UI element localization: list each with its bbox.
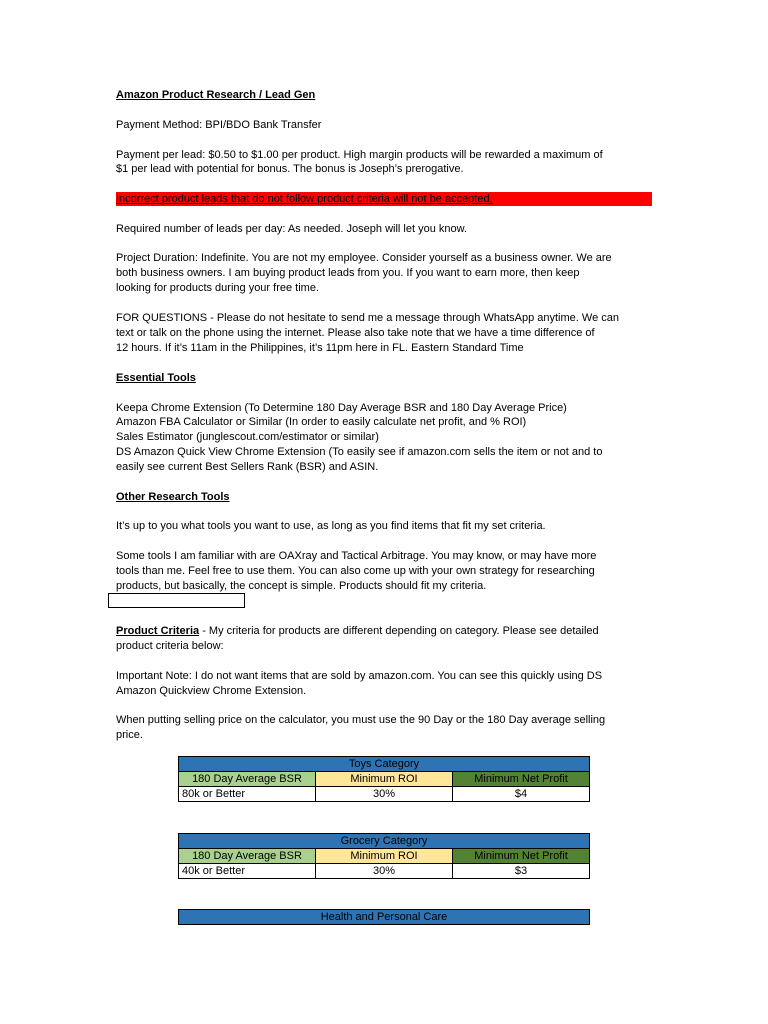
column-header-roi: Minimum ROI	[316, 849, 453, 864]
column-header-bsr: 180 Day Average BSR	[179, 849, 316, 864]
other-tools-line-1: Some tools I am familiar with are OAXray and Tactical Arbitrage. You may know, or may have more	[116, 550, 597, 562]
column-header-profit: Minimum Net Profit	[453, 772, 590, 787]
questions-line-2: text or talk on the phone using the internet. Please also take note that we have a time difference of	[116, 327, 595, 339]
essential-tool-item: Keepa Chrome Extension (To Determine 180 Day Average BSR and 180 Day Average Price)	[116, 402, 567, 414]
essential-tool-item: Amazon FBA Calculator or Similar (In order to easily calculate net profit, and % ROI)	[116, 416, 527, 428]
health-category-table	[178, 909, 590, 925]
table-title: Toys Category	[179, 757, 590, 772]
product-criteria-line-2: product criteria below:	[116, 640, 224, 652]
other-tools-paragraph-1: It’s up to you what tools you want to use, as long as you find items that fit my set criteria.	[116, 520, 546, 532]
product-criteria-line-1	[116, 624, 599, 638]
selling-price-line-1: When putting selling price on the calculator, you must use the 90 Day or the 180 Day average selling	[116, 714, 606, 726]
warning-text: Incorrect product leads that do not follow product criteria will not be accepted.	[116, 193, 493, 205]
payment-per-lead-line-2: $1 per lead with potential for bonus. The bonus is Joseph’s prerogative.	[116, 163, 464, 175]
column-header-bsr: 180 Day Average BSR	[179, 772, 316, 787]
cell-bsr: 80k or Better	[179, 787, 316, 802]
other-tools-heading: Other Research Tools	[116, 491, 230, 503]
important-note-line-1: Important Note: I do not want items that are sold by amazon.com. You can see this quickly using DS	[116, 670, 603, 682]
selling-price-line-2: price.	[116, 729, 143, 741]
essential-tool-item: Sales Estimator (junglescout.com/estimator or similar)	[116, 431, 379, 443]
questions-line-1: FOR QUESTIONS - Please do not hesitate to send me a message through WhatsApp anytime. We can	[116, 312, 619, 324]
cell-roi: 30%	[316, 787, 453, 802]
other-tools-line-2: tools than me. Feel free to use them. You can also come up with your own strategy for researching	[116, 565, 595, 577]
project-duration-line-2: both business owners. I am buying product leads from you. If you want to earn more, then keep	[116, 267, 580, 279]
product-criteria-text: - My criteria for products are different depending on category. Please see detailed	[199, 625, 599, 637]
table-row	[179, 864, 590, 879]
column-header-roi: Minimum ROI	[316, 772, 453, 787]
cell-profit: $3	[453, 864, 590, 879]
grocery-category-table	[178, 833, 590, 879]
cell-roi: 30%	[316, 864, 453, 879]
toys-category-table	[178, 756, 590, 802]
column-header-profit: Minimum Net Profit	[453, 849, 590, 864]
document-title: Amazon Product Research / Lead Gen	[116, 89, 316, 101]
payment-method: Payment Method: BPI/BDO Bank Transfer	[116, 119, 322, 131]
cell-profit: $4	[453, 787, 590, 802]
empty-text-box	[108, 593, 245, 608]
other-tools-line-3: products, but basically, the concept is simple. Products should fit my criteria.	[116, 580, 487, 592]
cell-bsr: 40k or Better	[179, 864, 316, 879]
product-criteria-heading: Product Criteria	[116, 625, 200, 637]
project-duration-line-1: Project Duration: Indefinite. You are not my employee. Consider yourself as a business owner. We are	[116, 252, 612, 264]
table-title: Health and Personal Care	[179, 910, 590, 925]
warning-banner	[116, 192, 652, 206]
essential-tool-item: easily see current Best Sellers Rank (BSR) and ASIN.	[116, 461, 379, 473]
essential-tool-item: DS Amazon Quick View Chrome Extension (To easily see if amazon.com sells the item or not and to	[116, 446, 603, 458]
table-title: Grocery Category	[179, 834, 590, 849]
table-row	[179, 787, 590, 802]
required-leads: Required number of leads per day: As needed. Joseph will let you know.	[116, 223, 467, 235]
payment-per-lead-line-1: Payment per lead: $0.50 to $1.00 per product. High margin products will be rewarded a maximum of	[116, 149, 603, 161]
essential-tools-heading: Essential Tools	[116, 372, 196, 384]
important-note-line-2: Amazon Quickview Chrome Extension.	[116, 685, 307, 697]
questions-line-3: 12 hours. If it’s 11am in the Philippines, it’s 11pm here in FL. Eastern Standard Time	[116, 342, 524, 354]
project-duration-line-3: looking for products during your free time.	[116, 282, 319, 294]
